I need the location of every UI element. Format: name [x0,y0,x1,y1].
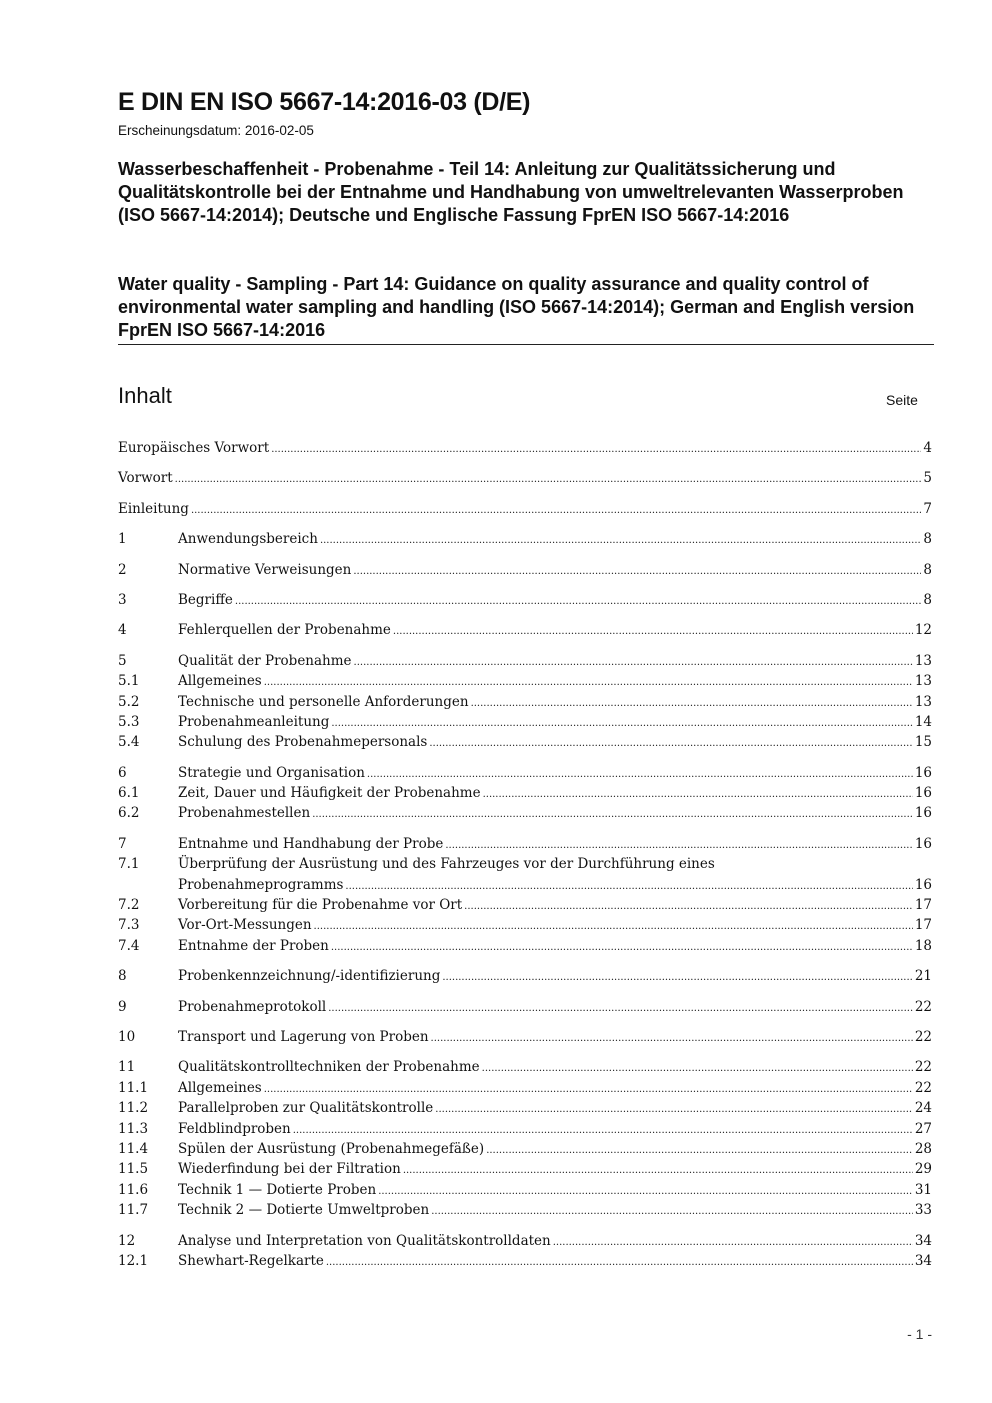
toc-dot-leader [354,653,913,669]
toc-entry-title: Vorbereitung für die Probenahme vor Ort [178,897,463,914]
toc-entry-number: 5.2 [118,693,140,710]
toc-dot-leader [264,1080,913,1096]
toc-entry-number: 7.1 [118,856,140,873]
toc-entry-number: 10 [118,1028,136,1045]
toc-entry[interactable] [118,999,932,1019]
toc-entry-number: 8 [118,968,127,985]
title-english: Water quality - Sampling - Part 14: Guidance on quality assurance and quality control of environmental water sampling and handling (ISO 5667-14:2014); German and English version FprEN ISO 5667-14:2016 [118,274,915,341]
toc-entry[interactable] [118,673,932,693]
toc-entry-number: 11.6 [118,1181,149,1198]
toc-entry-page: 17 [914,917,932,934]
toc-entry-page: 4 [923,440,932,456]
toc-entry-title: Shewhart-Regelkarte [178,1252,324,1269]
toc-entry-title-continued: Probenahmeprogramms [178,876,344,893]
toc-entry-title: Qualitätskontrolltechniken der Probenahme [178,1059,480,1076]
toc-entry[interactable] [118,501,932,521]
toc-dot-leader [403,1161,913,1177]
toc-entry-title: Anwendungsbereich [178,531,318,548]
toc-entry-page: 16 [914,835,932,852]
toc-entry-page: 15 [914,734,932,751]
toc-entry-title: Parallelproben zur Qualitätskontrolle [178,1100,434,1117]
toc-entry-title: Überprüfung der Ausrüstung und des Fahrzeuges vor der Durchführung eines [178,856,715,873]
toc-dot-leader [367,765,913,781]
toc-entry[interactable] [118,531,932,551]
toc-entry-number: 11.3 [118,1120,149,1137]
toc-entry-title: Transport und Lagerung von Proben [178,1028,429,1045]
toc-dot-leader [482,1059,913,1075]
toc-entry-page: 12 [914,622,932,639]
toc-entry-page: 31 [914,1181,932,1198]
toc-entry-page: 5 [923,470,932,487]
toc-entry-number: 11.1 [118,1079,149,1096]
toc-entry[interactable] [118,622,932,642]
toc-entry[interactable] [118,856,932,876]
toc-dot-leader [393,622,913,638]
toc-entry-number: 7.3 [118,917,140,934]
toc-entry-title: Wiederfindung bei der Filtration [178,1161,401,1178]
toc-entry-page: 13 [914,652,932,669]
toc-entry[interactable] [118,440,932,460]
toc-entry-title: Probenkennzeichnung/-identifizierung [178,968,441,985]
toc-entry-number: 11.5 [118,1161,149,1178]
toc-entry[interactable] [118,1202,932,1222]
toc-entry-number: 7.4 [118,937,140,954]
toc-entry[interactable] [118,1233,932,1253]
toc-entry-page: 14 [914,713,932,730]
toc-dot-leader [293,1121,913,1137]
toc-entry-page: 17 [914,897,932,914]
toc-entry[interactable] [118,470,932,490]
toc-entry-page: 22 [914,1028,932,1045]
toc-entry-title: Feldblindproben [178,1120,291,1137]
toc-entry[interactable] [118,1059,932,1079]
toc-entry[interactable] [118,917,932,937]
toc-heading: Inhalt [118,383,172,408]
toc-entry-number: 2 [118,561,127,578]
toc-entry-title: Vor-Ort-Messungen [178,917,312,934]
toc-entry[interactable] [118,1182,932,1202]
toc-entry-page: 8 [923,561,932,578]
toc-entry-title: Qualität der Probenahme [178,652,352,669]
toc-entry-page: 34 [914,1252,932,1269]
toc-entry-number: 11.7 [118,1202,149,1219]
publication-date: Erscheinungsdatum: 2016-02-05 [118,123,314,138]
toc-dot-leader [486,1141,913,1157]
toc-entry-number: 4 [118,622,127,639]
toc-dot-leader [431,1029,913,1045]
toc-entry-number: 12.1 [118,1252,149,1269]
toc-dot-leader [271,440,921,456]
toc-entry-page: 29 [914,1161,932,1178]
toc-entry-number: 5.4 [118,734,140,751]
toc-entry-title: Normative Verweisungen [178,561,352,578]
toc-entry-page: 22 [914,1059,932,1076]
toc-entry-page: 16 [914,764,932,781]
toc-entry[interactable] [118,938,932,958]
toc-entry-title: Allgemeines [178,1079,262,1096]
toc-entry[interactable] [118,694,932,714]
toc-entry[interactable] [118,1161,932,1181]
toc-entry-page: 16 [914,876,932,893]
toc-entry-page: 8 [923,531,932,548]
toc-entry-number: 5.3 [118,713,140,730]
toc-entry[interactable] [118,734,932,754]
toc-entry-title: Probenahmeprotokoll [178,998,327,1015]
toc-entry-title: Strategie und Organisation [178,764,365,781]
toc-dot-leader [314,917,913,933]
toc-entry-continuation[interactable] [118,877,932,897]
toc-entry-page: 22 [914,1079,932,1096]
toc-entry[interactable] [118,897,932,917]
toc-entry-number: 7.2 [118,897,140,914]
toc-entry-title: Technik 1 — Dotierte Proben [178,1181,377,1198]
toc-entry[interactable] [118,805,932,825]
toc-entry-title: Technische und personelle Anforderungen [178,693,469,710]
toc-entry-title: Entnahme und Handhabung der Probe [178,835,444,852]
toc-entry-number: 5.1 [118,673,140,690]
toc-entry-title: Allgemeines [178,673,262,690]
toc-entry-number: 6 [118,764,127,781]
toc-entry-title: Probenahmestellen [178,805,311,822]
toc-entry-title: Spülen der Ausrüstung (Probenahmegefäße) [178,1140,485,1157]
toc-dot-leader [235,592,922,608]
toc-entry-page: 27 [914,1120,932,1137]
toc-entry-title: Technik 2 — Dotierte Umweltproben [178,1202,430,1219]
toc-entry-page: 33 [914,1202,932,1219]
toc-entry-page: 13 [914,693,932,710]
toc-entry-number: 6.1 [118,785,140,802]
toc-entry[interactable] [118,592,932,612]
toc-dot-leader [553,1233,913,1249]
toc-entry-page: 13 [914,673,932,690]
toc-entry-title: Probenahmeanleitung [178,713,330,730]
toc-entry-page: 22 [914,998,932,1015]
toc-dot-leader [264,673,913,689]
toc-entry-number: 6.2 [118,805,140,822]
toc-entry-number: 11.4 [118,1140,149,1157]
toc-dot-leader [429,734,912,750]
toc-dot-leader [328,999,913,1015]
toc-dot-leader [442,968,912,984]
toc-dot-leader [175,470,922,486]
toc-entry-page: 16 [914,785,932,802]
toc-entry[interactable] [118,1029,932,1049]
toc-entry-number: 11.2 [118,1100,149,1117]
toc-entry[interactable] [118,653,932,673]
toc-dot-leader [331,714,912,730]
toc-dot-leader [331,938,913,954]
toc-entry[interactable] [118,836,932,856]
toc-entry-page: 8 [923,591,932,608]
toc-entry[interactable] [118,1141,932,1161]
toc-dot-leader [191,501,921,517]
toc-entry-number: 9 [118,998,127,1015]
toc-entry[interactable] [118,562,932,582]
toc-entry[interactable] [118,1080,932,1100]
toc-entry-page: 7 [923,500,932,517]
toc-entry[interactable] [118,1121,932,1141]
toc-dot-leader [445,836,912,852]
toc-entry-number: 11 [118,1059,136,1076]
toc-entry[interactable] [118,1100,932,1120]
toc-dot-leader [464,897,913,913]
toc-entry-title: Analyse und Interpretation von Qualitätskontrolldaten [178,1232,551,1249]
toc-dot-leader [345,877,912,893]
page-number: - 1 - [907,1326,932,1342]
toc-entry-page: 24 [914,1100,932,1117]
toc-dot-leader [353,562,921,578]
toc-entry-number: 12 [118,1232,136,1249]
document-id: E DIN EN ISO 5667-14:2016-03 (D/E) [118,88,531,116]
toc-dot-leader [483,785,913,801]
toc-entry-page: 28 [914,1140,932,1157]
toc-entry[interactable] [118,968,932,988]
toc-dot-leader [435,1100,913,1116]
toc-entry-page: 34 [914,1232,932,1249]
toc-entry-number: 5 [118,652,127,669]
toc-entry[interactable] [118,765,932,785]
toc-page-label: Seite [886,392,918,408]
toc-entry-page: 21 [914,968,932,985]
toc-entry[interactable] [118,1253,932,1273]
toc-entry-title: Fehlerquellen der Probenahme [178,622,391,639]
toc-dot-leader [320,531,921,547]
title-divider [118,344,934,345]
toc-dot-leader [471,694,913,710]
table-of-contents [118,440,932,1273]
toc-entry-number: 1 [118,531,127,548]
toc-entry-page: 16 [914,805,932,822]
toc-entry-title: Entnahme der Proben [178,937,329,954]
toc-entry-title: Zeit, Dauer und Häufigkeit der Probenahme [178,785,481,802]
toc-entry-number: 7 [118,835,127,852]
toc-entry-page: 18 [914,937,932,954]
title-german: Wasserbeschaffenheit - Probenahme - Teil 14: Anleitung zur Qualitätssicherung und Qualitätskontrolle bei der Entnahme und Handhabung von umweltrelevanten Wasserproben (ISO 5667-14:2014); Deutsche und Englische Fassung FprEN ISO 5667-14:2016 [118,159,904,226]
toc-entry[interactable] [118,785,932,805]
toc-entry-title: Vorwort [118,470,173,487]
toc-dot-leader [431,1202,913,1218]
toc-entry-number: 3 [118,591,127,608]
toc-dot-leader [326,1253,913,1269]
toc-entry-title: Begriffe [178,591,233,608]
toc-dot-leader [378,1182,913,1198]
toc-entry-title: Schulung des Probenahmepersonals [178,734,428,751]
toc-entry-title: Europäisches Vorwort [118,440,270,456]
toc-entry-title: Einleitung [118,500,189,517]
toc-dot-leader [312,805,913,821]
toc-entry[interactable] [118,714,932,734]
